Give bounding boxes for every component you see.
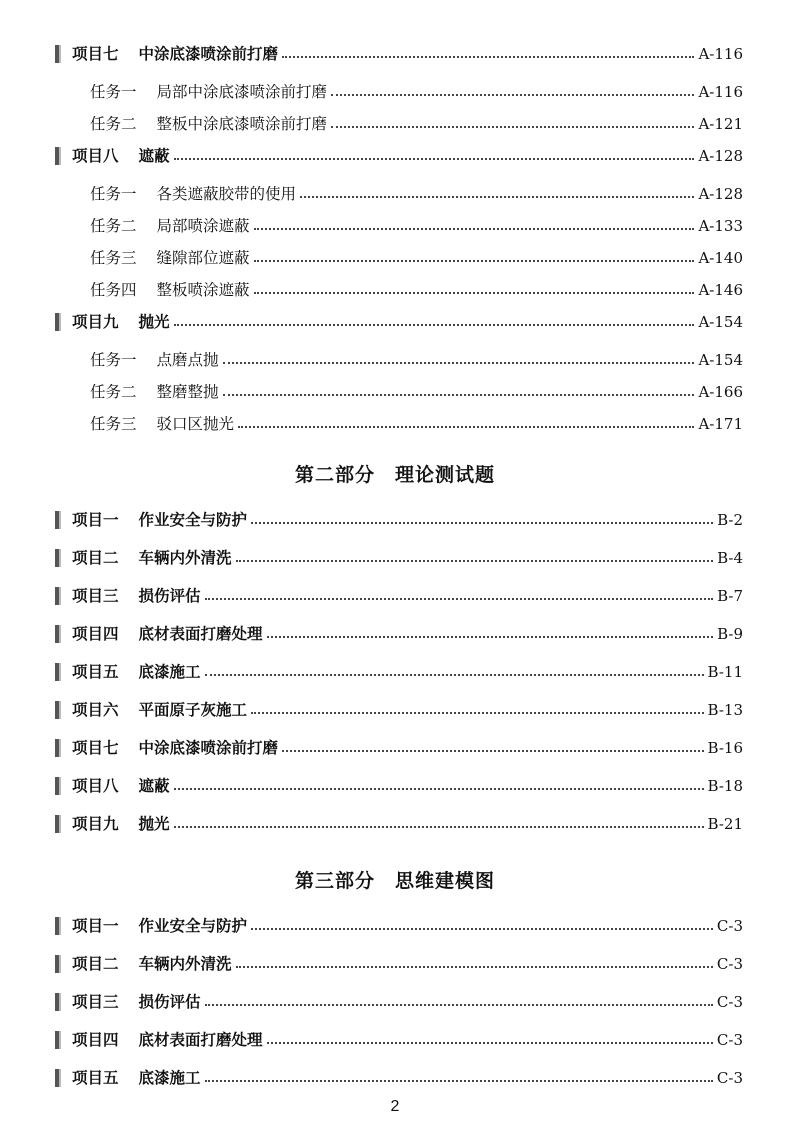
leader-dots <box>205 597 714 600</box>
entry-title: 车辆内外清洗 <box>138 955 232 973</box>
entry-label: 任务一 <box>90 351 137 369</box>
toc-entry[interactable] <box>55 583 743 609</box>
entry-label: 任务四 <box>90 281 137 299</box>
entry-page: A-146 <box>698 281 743 299</box>
toc-entry[interactable] <box>55 309 743 335</box>
entry-title: 底材表面打磨处理 <box>138 625 263 643</box>
project-bar-icon <box>55 917 61 935</box>
project-bar-icon <box>55 313 61 331</box>
toc-entry[interactable] <box>55 143 743 169</box>
leader-dots <box>205 1003 713 1006</box>
leader-dots <box>223 361 695 364</box>
entry-page: A-128 <box>698 185 743 203</box>
leader-dots <box>238 425 694 428</box>
leader-dots <box>236 559 714 562</box>
leader-dots <box>267 635 714 638</box>
entry-label: 项目九 <box>72 815 119 833</box>
entry-title: 局部中涂底漆喷涂前打磨 <box>156 83 328 101</box>
leader-dots <box>236 965 713 968</box>
leader-dots <box>251 927 713 930</box>
entry-label: 项目四 <box>72 1031 119 1049</box>
toc-entry[interactable] <box>55 811 743 837</box>
entry-page: A-133 <box>698 217 743 235</box>
leader-dots <box>331 93 694 96</box>
entry-page: A-116 <box>698 83 743 101</box>
entry-title: 作业安全与防护 <box>138 511 248 529</box>
entry-page: C-3 <box>716 1031 743 1049</box>
toc-entry[interactable] <box>55 659 743 685</box>
project-bar-icon <box>55 587 61 605</box>
entry-title: 中涂底漆喷涂前打磨 <box>138 45 279 63</box>
toc-entry[interactable] <box>55 621 743 647</box>
toc-entry[interactable] <box>55 507 743 533</box>
toc-entry[interactable] <box>55 545 743 571</box>
leader-dots <box>282 55 694 58</box>
toc-entry[interactable] <box>90 411 743 437</box>
entry-title: 底漆施工 <box>138 663 201 681</box>
entry-title: 损伤评估 <box>138 993 201 1011</box>
entry-page: B-18 <box>707 777 743 795</box>
entry-title: 作业安全与防护 <box>138 917 248 935</box>
project-bar-icon <box>55 1031 61 1049</box>
entry-page: C-3 <box>716 955 743 973</box>
entry-page: B-21 <box>707 815 743 833</box>
entry-page: B-4 <box>717 549 743 567</box>
entry-label: 项目一 <box>72 511 119 529</box>
entry-label: 项目三 <box>72 993 119 1011</box>
toc-entry[interactable] <box>55 951 743 977</box>
part-c-heading: 第三部分 思维建模图 <box>294 870 495 892</box>
toc-entry[interactable] <box>90 111 743 137</box>
leader-dots <box>174 825 704 828</box>
leader-dots <box>254 259 695 262</box>
entry-label: 项目七 <box>72 739 119 757</box>
entry-title: 局部喷涂遮蔽 <box>156 217 250 235</box>
entry-title: 整板中涂底漆喷涂前打磨 <box>156 115 328 133</box>
entry-page: A-154 <box>698 313 743 331</box>
entry-page: A-171 <box>698 415 743 433</box>
entry-title: 底材表面打磨处理 <box>138 1031 263 1049</box>
entry-title: 整板喷涂遮蔽 <box>156 281 250 299</box>
entry-page: A-140 <box>698 249 743 267</box>
project-bar-icon <box>55 1069 61 1087</box>
leader-dots <box>174 323 695 326</box>
project-bar-icon <box>55 955 61 973</box>
part-b-heading: 第二部分 理论测试题 <box>294 464 495 486</box>
project-bar-icon <box>55 45 61 63</box>
toc-entry[interactable] <box>55 989 743 1015</box>
entry-title: 中涂底漆喷涂前打磨 <box>138 739 279 757</box>
toc-entry[interactable] <box>90 347 743 373</box>
entry-page: B-7 <box>717 587 743 605</box>
toc-entry[interactable] <box>90 245 743 271</box>
entry-title: 缝隙部位遮蔽 <box>156 249 250 267</box>
entry-label: 任务二 <box>90 383 137 401</box>
toc-entry[interactable] <box>55 913 743 939</box>
project-bar-icon <box>55 549 61 567</box>
entry-label: 任务一 <box>90 83 137 101</box>
toc-entry[interactable] <box>55 697 743 723</box>
entry-label: 任务三 <box>90 249 137 267</box>
entry-label: 项目五 <box>72 663 119 681</box>
toc-entry[interactable] <box>55 1065 743 1091</box>
toc-entry[interactable] <box>55 1027 743 1053</box>
entry-title: 遮蔽 <box>138 777 170 795</box>
entry-page: B-11 <box>707 663 743 681</box>
entry-title: 底漆施工 <box>138 1069 201 1087</box>
entry-page: A-121 <box>698 115 743 133</box>
project-bar-icon <box>55 777 61 795</box>
entry-page: A-128 <box>698 147 743 165</box>
leader-dots <box>223 393 695 396</box>
project-bar-icon <box>55 663 61 681</box>
entry-label: 任务二 <box>90 115 137 133</box>
entry-label: 项目二 <box>72 955 119 973</box>
entry-label: 任务二 <box>90 217 137 235</box>
entry-title: 抛光 <box>138 313 170 331</box>
entry-title: 点磨点抛 <box>156 351 219 369</box>
entry-label: 项目四 <box>72 625 119 643</box>
entry-page: C-3 <box>716 1069 743 1087</box>
entry-label: 项目六 <box>72 701 119 719</box>
leader-dots <box>254 227 695 230</box>
toc-entry[interactable] <box>55 735 743 761</box>
toc-entry[interactable] <box>90 79 743 105</box>
leader-dots <box>174 787 704 790</box>
entry-page: C-3 <box>716 917 743 935</box>
entry-page: B-16 <box>707 739 743 757</box>
entry-title: 驳口区抛光 <box>156 415 235 433</box>
toc-entry[interactable] <box>90 379 743 405</box>
entry-title: 各类遮蔽胶带的使用 <box>156 185 297 203</box>
entry-title: 平面原子灰施工 <box>138 701 248 719</box>
entry-label: 项目五 <box>72 1069 119 1087</box>
leader-dots <box>251 521 713 524</box>
entry-label: 项目九 <box>72 313 119 331</box>
entry-label: 项目七 <box>72 45 119 63</box>
project-bar-icon <box>55 147 61 165</box>
entry-title: 车辆内外清洗 <box>138 549 232 567</box>
entry-title: 损伤评估 <box>138 587 201 605</box>
toc-entry[interactable] <box>55 773 743 799</box>
toc-entry[interactable] <box>90 213 743 239</box>
entry-label: 任务一 <box>90 185 137 203</box>
entry-label: 项目三 <box>72 587 119 605</box>
entry-label: 项目一 <box>72 917 119 935</box>
entry-label: 项目八 <box>72 147 119 165</box>
project-bar-icon <box>55 511 61 529</box>
entry-page: B-2 <box>717 511 743 529</box>
project-bar-icon <box>55 701 61 719</box>
entry-title: 遮蔽 <box>138 147 170 165</box>
project-bar-icon <box>55 625 61 643</box>
entry-title: 整磨整抛 <box>156 383 219 401</box>
leader-dots <box>205 673 704 676</box>
project-bar-icon <box>55 739 61 757</box>
entry-label: 项目八 <box>72 777 119 795</box>
project-bar-icon <box>55 993 61 1011</box>
leader-dots <box>331 125 694 128</box>
project-bar-icon <box>55 815 61 833</box>
entry-page: B-9 <box>717 625 743 643</box>
leader-dots <box>205 1079 713 1082</box>
page-number: 2 <box>390 1098 400 1115</box>
entry-page: A-154 <box>698 351 743 369</box>
toc-entry[interactable] <box>90 277 743 303</box>
entry-page: B-13 <box>707 701 743 719</box>
entry-label: 任务三 <box>90 415 137 433</box>
entry-page: C-3 <box>716 993 743 1011</box>
entry-title: 抛光 <box>138 815 170 833</box>
toc-entry[interactable] <box>55 41 743 67</box>
entry-page: A-116 <box>698 45 743 63</box>
leader-dots <box>251 711 704 714</box>
leader-dots <box>254 291 695 294</box>
leader-dots <box>300 195 694 198</box>
entry-page: A-166 <box>698 383 743 401</box>
toc-entry[interactable] <box>90 181 743 207</box>
leader-dots <box>282 749 704 752</box>
leader-dots <box>267 1041 713 1044</box>
entry-label: 项目二 <box>72 549 119 567</box>
leader-dots <box>174 157 695 160</box>
